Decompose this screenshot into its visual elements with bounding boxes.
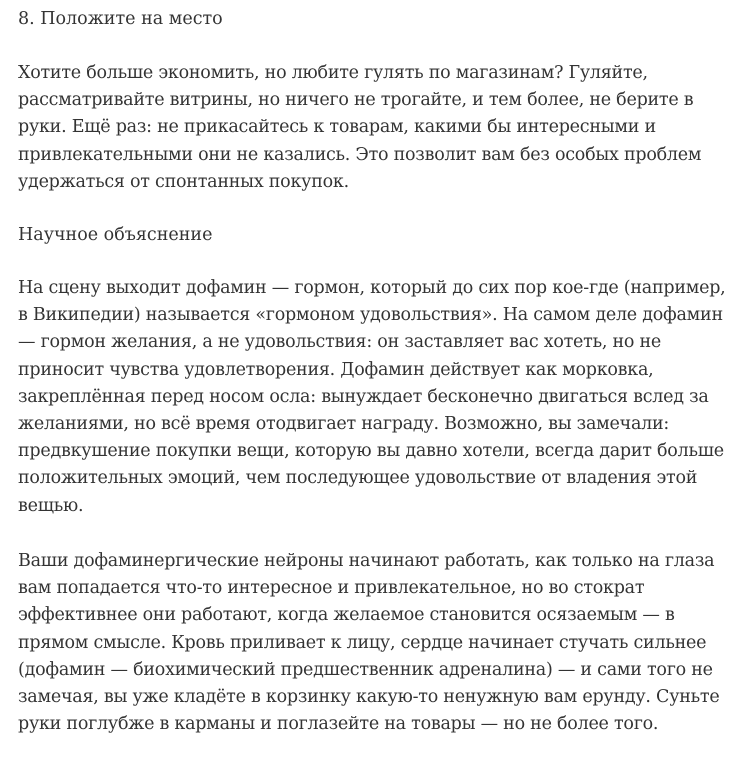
paragraph-1-line: удержаться от спонтанных покупок. — [18, 171, 349, 192]
paragraph-1-line: рассматривайте витрины, но ничего не трогайте, и тем более, не берите в — [18, 90, 694, 111]
paragraph-3-line: Ваши дофаминергические нейроны начинают работать, как только на глаза — [18, 551, 715, 571]
paragraph-2-line: вещью. — [18, 495, 84, 516]
paragraph-1-line: руки. Ещё раз: не прикасайтесь к товарам, какими бы интересными и — [18, 117, 656, 138]
paragraph-2-line: На сцену выходит дофамин — гормон, который до сих пор кое-где (например, — [18, 278, 726, 298]
paragraph-3 — [18, 548, 730, 738]
paragraph-2-line: желаниями, но всё время отодвигает награду. Возможно, вы замечали: — [18, 414, 670, 435]
section-title: 8. Положите на место — [18, 9, 223, 29]
subheading: Научное объяснение — [18, 225, 213, 245]
paragraph-1 — [18, 60, 730, 196]
paragraph-3-line: руки поглубже в карманы и поглазейте на товары — но не более того. — [18, 714, 659, 735]
paragraph-3-line: эффективнее они работают, когда желаемое становится осязаемым — в — [18, 605, 675, 626]
paragraph-2-line: приносит чувства удовлетворения. Дофамин действует как морковка, — [18, 359, 654, 380]
paragraph-1-line: привлекательными они не казались. Это позволит вам без особых проблем — [18, 144, 702, 165]
paragraph-2-line: положительных эмоций, чем последующее удовольствие от владения этой — [18, 468, 698, 489]
paragraph-2 — [18, 275, 730, 520]
paragraph-2-line: предвкушение покупки вещи, которую вы давно хотели, всегда дарит больше — [18, 441, 724, 462]
paragraph-2-line: — гормон желания, а не удовольствия: он заставляет вас хотеть, но не — [18, 332, 662, 353]
paragraph-2-line: в Википедии) называется «гормоном удовольствия». На самом деле дофамин — [18, 305, 723, 326]
paragraph-1-line: Хотите больше экономить, но любите гулять по магазинам? Гуляйте, — [18, 63, 648, 83]
paragraph-3-line: замечая, вы уже кладёте в корзинку какую-то ненужную вам ерунду. Суньте — [18, 687, 720, 708]
paragraph-3-line: вам попадается что-то интересное и привлекательное, но во стократ — [18, 578, 645, 599]
paragraph-3-line: (дофамин — биохимический предшественник адреналина) — и сами того не — [18, 659, 713, 680]
paragraph-3-line: прямом смысле. Кровь приливает к лицу, сердце начинает стучать сильнее — [18, 632, 707, 653]
paragraph-2-line: закреплённая перед носом осла: вынуждает бесконечно двигаться вслед за — [18, 386, 709, 407]
